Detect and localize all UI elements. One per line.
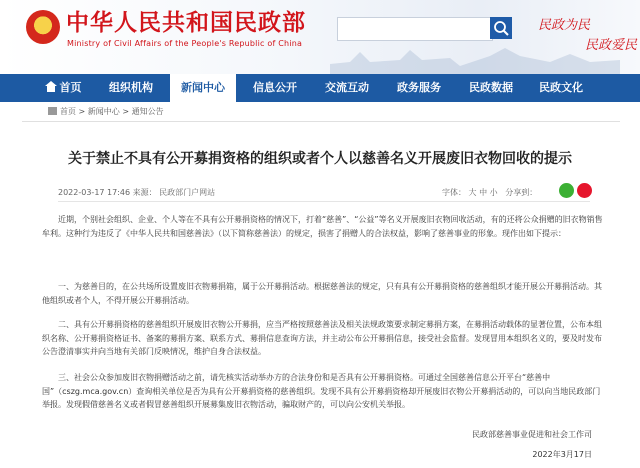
site-header xyxy=(0,0,640,74)
paragraph-2: 二、具有公开募捐资格的慈善组织开展废旧衣物公开募捐，应当严格按照慈善法及相关法规政策要求制定募捐方案，在募捐活动载体的显著位置，公布本组织名称、公开募捐资格证书、备案的募捐方案、联系方式、募捐信息查询方法，并主动公布公开募捐信息，接受社会监督。发现冒用本组织名义的，要及时发布公告澄清事实并向当地有关部门反映情况，维护自身合法权益。 xyxy=(42,320,602,356)
slogan-line1: 民政为民 xyxy=(538,18,591,33)
nav-item-organization[interactable]: 组织机构 xyxy=(109,81,153,94)
signature-date: 2022年3月17日 xyxy=(532,450,592,459)
site-subtitle: Ministry of Civil Affairs of the People's Republic of China xyxy=(67,39,303,48)
signature-org: 民政部慈善事业促进和社会工作司 xyxy=(472,430,592,439)
paragraph-1: 一、为慈善目的，在公共场所设置废旧衣物募捐箱，属于公开募捐活动。根据慈善法的规定，只有具有公开募捐资格的慈善组织才能开展公开募捐活动。其他组织或者个人，不得开展公开募捐活动。 xyxy=(42,282,602,305)
search-icon xyxy=(490,17,512,39)
font-size-large[interactable]: 大 xyxy=(468,188,477,197)
breadcrumb-home[interactable]: 首页 xyxy=(60,107,76,116)
font-size-label: 字体： xyxy=(442,188,466,197)
breadcrumb xyxy=(48,106,164,118)
font-size-medium[interactable]: 中 xyxy=(479,188,488,197)
font-size-control xyxy=(442,187,537,198)
article-meta: 2022-03-17 17:46 来源： 民政部门户网站 xyxy=(58,188,216,197)
nav-item-services[interactable]: 政务服务 xyxy=(397,81,441,94)
breadcrumb-notices[interactable]: 通知公告 xyxy=(131,107,164,116)
nav-item-disclosure[interactable]: 信息公开 xyxy=(253,81,297,94)
paragraph-intro: 近期，个别社会组织、企业、个人等在不具有公开募捐资格的情况下，打着“慈善”、“公益”等名义开展废旧衣物回收活动，有的还将公众捐赠的旧衣物销售牟利。这种行为违反了《中华人民共和国慈善法》（以下简称慈善法）的规定，损害了捐赠人的合法权益，影响了慈善事业的形象。现作出如下提示： xyxy=(42,215,603,238)
share-label: 分享到： xyxy=(505,188,538,197)
nav-item-home[interactable] xyxy=(38,74,88,102)
divider xyxy=(58,201,590,202)
breadcrumb-separator: > xyxy=(122,107,130,116)
breadcrumb-news[interactable]: 新闻中心 xyxy=(87,107,120,116)
paragraph-3: 三、社会公众参加废旧衣物捐赠活动之前，请先核实活动举办方的合法身份和是否具有公开募捐资格。可通过全国慈善信息公开平台“慈善中国”（cszg.mca.gov.cn）查询相关单位是否为具有公开募捐资格的慈善组织。发现不具有公开募捐资格却开展废旧衣物公开募捐活动的，可以向当地民政部门举报。发现假借慈善名义或者假冒慈善组织开展募集废旧衣物活动，骗取财产的，可以向公安机关举报。 xyxy=(42,373,601,409)
weibo-share-icon[interactable] xyxy=(577,183,592,198)
breadcrumb-home-icon xyxy=(48,107,57,115)
breadcrumb-separator: > xyxy=(78,107,86,116)
article-title: 关于禁止不具有公开募捐资格的组织或者个人以慈善名义开展废旧衣物回收的提示 xyxy=(68,151,572,167)
nav-item-label: 首页 xyxy=(59,81,82,94)
font-size-small[interactable]: 小 xyxy=(489,188,498,197)
search-button[interactable] xyxy=(490,17,512,39)
nav-item-news[interactable]: 新闻中心 xyxy=(170,74,236,102)
wechat-share-icon[interactable] xyxy=(559,183,574,198)
nav-item-data[interactable]: 民政数据 xyxy=(469,81,513,94)
home-icon xyxy=(45,81,57,92)
site-title[interactable]: 中华人民共和国民政部 xyxy=(66,9,306,36)
national-emblem-icon[interactable]: ★ xyxy=(26,10,60,44)
nav-item-culture[interactable]: 民政文化 xyxy=(539,81,583,94)
slogan-line2: 民政爱民 xyxy=(585,38,638,53)
nav-item-interaction[interactable]: 交流互动 xyxy=(325,81,369,94)
search-input[interactable] xyxy=(337,17,493,41)
divider xyxy=(22,121,620,122)
skyline-decoration-icon xyxy=(330,44,620,74)
main-nav xyxy=(0,74,640,102)
